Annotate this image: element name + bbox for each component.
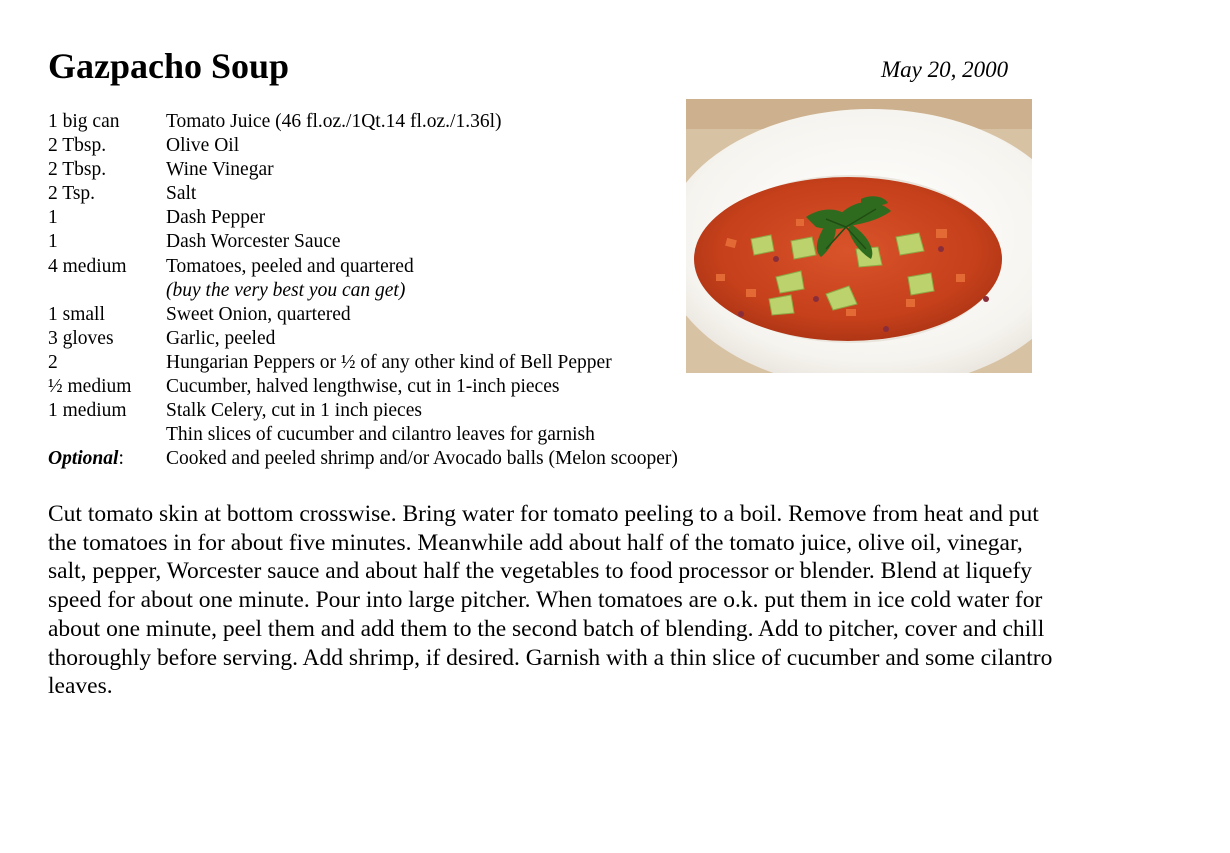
ingredient-item: Sweet Onion, quartered [166,303,351,325]
ingredient-item: Cooked and peeled shrimp and/or Avocado balls (Melon scooper) [166,448,678,470]
ingredient-quantity: ½ medium [48,376,132,398]
ingredient-item: Tomato Juice (46 fl.oz./1Qt.14 fl.oz./1.36l) [166,111,502,132]
optional-label [48,447,124,471]
ingredient-quantity: 1 [48,231,58,253]
ingredient-quantity: 3 gloves [48,327,114,349]
gazpacho-photo [686,99,1032,373]
ingredient-quantity: 1 medium [48,400,127,422]
ingredient-item: Cucumber, halved lengthwise, cut in 1-inch pieces [166,376,560,398]
ingredient-item: Salt [166,183,197,205]
ingredient-item: Dash Worcester Sauce [166,231,341,253]
ingredient-item: Thin slices of cucumber and cilantro leaves for garnish [166,424,595,446]
optional-label-colon: : [118,448,124,470]
recipe-date: May 20, 2000 [881,57,1009,82]
ingredient-quantity: 2 [48,351,58,373]
ingredient-note: (buy the very best you can get) [166,279,406,301]
ingredient-quantity: 2 Tbsp. [48,159,107,181]
ingredient-item: Wine Vinegar [166,159,274,181]
ingredient-item: Olive Oil [166,135,240,157]
ingredient-item: Dash Pepper [166,207,266,229]
ingredient-item: Hungarian Peppers or ½ of any other kind of Bell Pepper [166,351,612,373]
ingredient-item: Tomatoes, peeled and quartered [166,255,414,277]
optional-label-text: Optional [48,448,119,470]
instructions-paragraph: Cut tomato skin at bottom crosswise. Bring water for tomato peeling to a boil. Remove from heat and put the tomatoes in for about five minutes. Meanwhile add about half of the tomato juice, olive oil, vinegar, salt, pepper, Worcester sauce and about half the vegetables to food processor or blender. Blend at liquefy speed for about one minute. Pour into large pitcher. When tomatoes are o.k. put them in ice cold water for about one minute, peel them and add them to the second batch of blending. Add to pitcher, cover and chill thoroughly before serving. Add shrimp, if desired. Garnish with a thin slice of cucumber and some cilantro leaves. [48,501,1053,700]
ingredient-quantity: 2 Tsp. [48,183,96,205]
ingredient-quantity: 1 [48,207,58,229]
ingredient-quantity: 1 small [48,303,105,325]
ingredient-quantity: 1 big can [48,111,120,132]
ingredient-quantity: 4 medium [48,255,127,277]
ingredient-item: Stalk Celery, cut in 1 inch pieces [166,400,422,422]
ingredient-item: Garlic, peeled [166,327,276,349]
ingredient-quantity: 2 Tbsp. [48,135,107,157]
recipe-title: Gazpacho Soup [48,46,290,86]
